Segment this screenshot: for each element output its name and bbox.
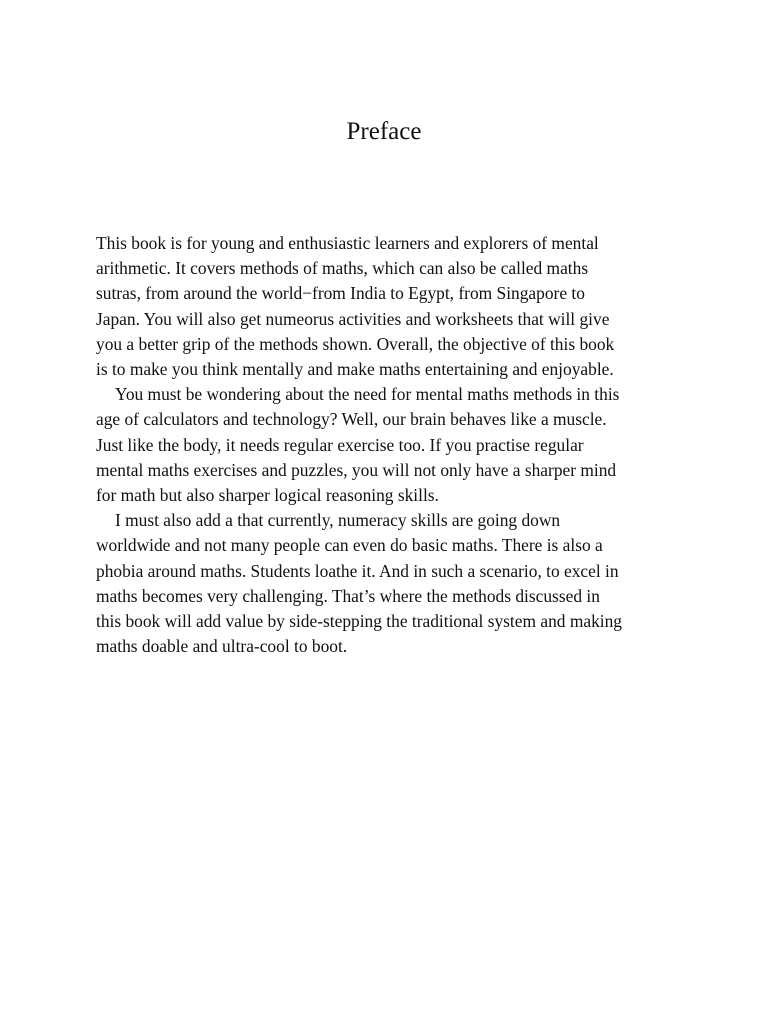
text-line: worldwide and not many people can even do basic maths. There is also a bbox=[96, 535, 603, 556]
text-line: for math but also sharper logical reasoning skills. bbox=[96, 485, 439, 506]
text-line: This book is for young and enthusiastic learners and explorers of mental bbox=[96, 233, 599, 253]
text-line: mental maths exercises and puzzles, you will not only have a sharper mind bbox=[96, 459, 617, 480]
text-line: this book will add value by side-stepping the traditional system and making bbox=[96, 611, 622, 632]
text-line: maths doable and ultra-cool to boot. bbox=[96, 636, 348, 657]
page-title: Preface bbox=[346, 118, 422, 145]
paragraph-2 bbox=[96, 382, 672, 508]
paragraph-1 bbox=[96, 231, 672, 382]
text-line: arithmetic. It covers methods of maths, which can also be called maths bbox=[96, 258, 589, 279]
text-line: You must be wondering about the need for mental maths methods in this bbox=[115, 384, 620, 405]
text-line: you a better grip of the methods shown. Overall, the objective of this book bbox=[96, 333, 615, 354]
text-line: phobia around maths. Students loathe it. And in such a scenario, to excel in bbox=[96, 560, 619, 581]
text-line: maths becomes very challenging. That’s where the methods discussed in bbox=[96, 585, 600, 606]
text-line: age of calculators and technology? Well, our brain behaves like a muscle. bbox=[96, 409, 607, 430]
preface-body bbox=[96, 231, 672, 659]
text-line: I must also add a that currently, numeracy skills are going down bbox=[115, 510, 561, 531]
paragraph-3 bbox=[96, 508, 672, 659]
text-line: is to make you think mentally and make maths entertaining and enjoyable. bbox=[96, 359, 614, 380]
text-line: Japan. You will also get numeorus activities and worksheets that will give bbox=[96, 308, 610, 329]
text-line: sutras, from around the world−from India to Egypt, from Singapore to bbox=[96, 283, 585, 304]
text-line: Just like the body, it needs regular exercise too. If you practise regular bbox=[96, 434, 584, 455]
